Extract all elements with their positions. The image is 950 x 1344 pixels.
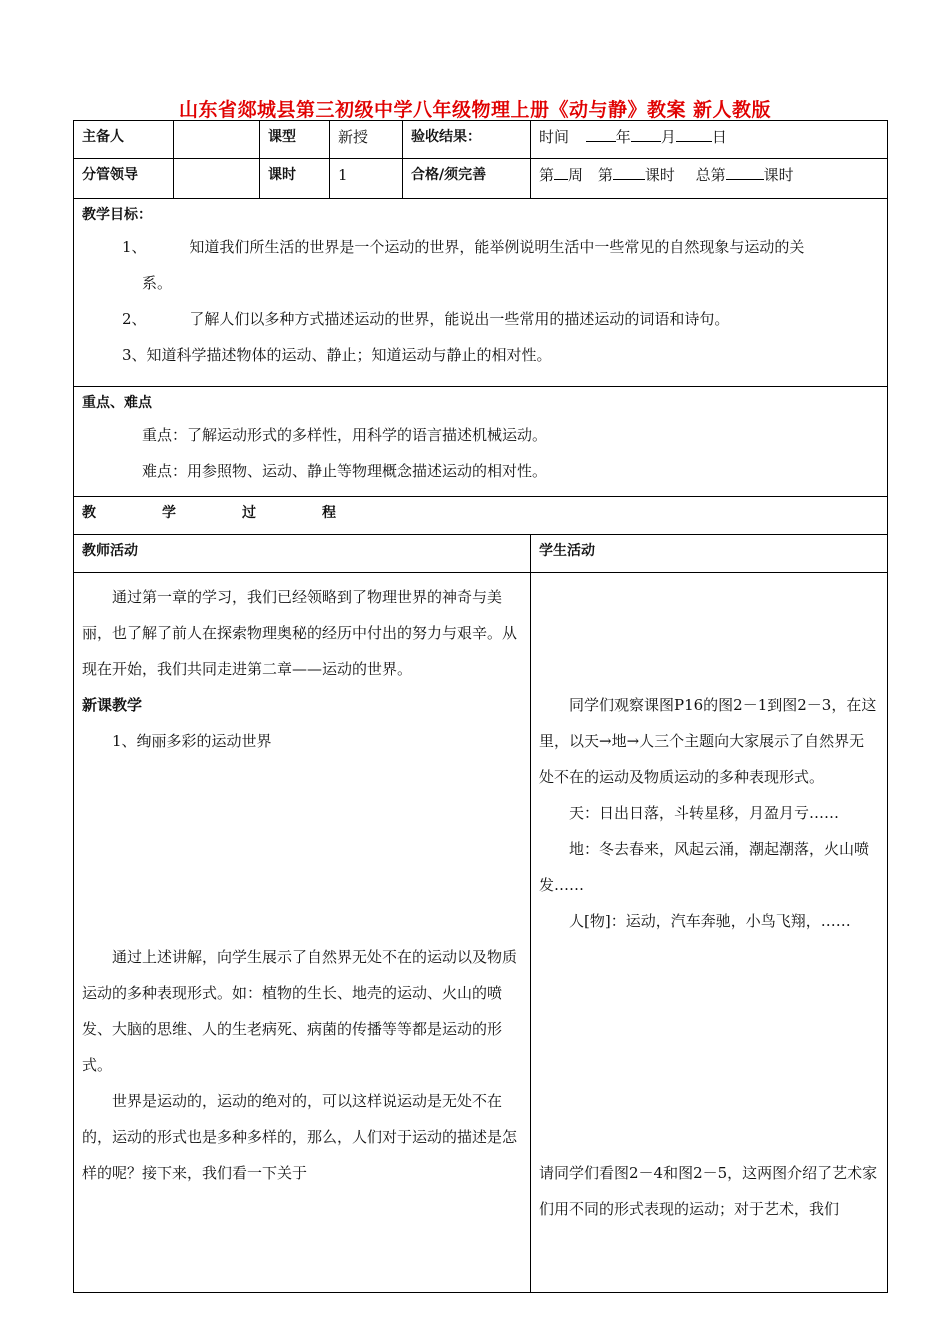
teacher-paragraph-3: 世界是运动的，运动的绝对的，可以这样说运动是无处不在的，运动的形式也是多种多样的，那么，人们对于运动的描述是怎样的呢？接下来，我们看一下关于 [82, 1092, 518, 1182]
objective-1-text: 知道我们所生活的世界是一个运动的世界，能举例说明生活中一些常见的自然现象与运动的关 [189, 238, 805, 256]
leader-label: 分管领导 [74, 159, 174, 199]
student-art: 请同学们看图2－4和图2－5，这两图介绍了艺术家们用不同的形式表现的运动；对于艺术，我们 [539, 1164, 878, 1218]
total-suffix: 课时 [763, 166, 794, 184]
schedule-cell [531, 159, 888, 199]
acceptance-label: 验收结果： [403, 121, 531, 159]
process-char-4: 程 [322, 505, 336, 521]
qualified-label: 合格/须完善 [403, 159, 531, 199]
week-prefix: 第 [539, 166, 555, 184]
difficult-point: 难点：用参照物、运动、静止等物理概念描述运动的相对性。 [142, 462, 548, 480]
teacher-paragraph-2: 通过上述讲解，向学生展示了自然界无处不在的运动以及物质运动的多种表现形式。如：植物的生长、地壳的运动、火山的喷发、大脑的思维、人的生老病死、病菌的传播等等都是运动的形式。 [82, 948, 518, 1074]
objectives-section [74, 199, 888, 387]
student-activity-content [531, 573, 888, 1293]
student-sky: 天：日出日落，斗转星移，月盈月亏…… [569, 804, 840, 822]
lesson-type-label: 课型 [260, 121, 330, 159]
total-prefix: 总第 [695, 166, 726, 184]
objective-1-number: 1、 [122, 238, 147, 256]
process-char-3: 过 [242, 505, 256, 521]
lesson-prefix: 第 [597, 166, 613, 184]
preparer-label: 主备人 [74, 121, 174, 159]
lesson-suffix: 课时 [644, 166, 675, 184]
process-char-1: 教 [82, 505, 96, 521]
teaching-process-heading [74, 497, 888, 535]
week-suffix: 周 [568, 166, 584, 184]
student-people: 人[物]：运动，汽车奔驰，小鸟飞翔，…… [569, 912, 851, 930]
process-char-2: 学 [162, 505, 176, 521]
objective-1-continuation: 系。 [142, 274, 173, 292]
section-1-heading: 1、绚丽多彩的运动世界 [112, 732, 272, 750]
objective-2-text: 了解人们以多种方式描述运动的世界，能说出一些常用的描述运动的词语和诗句。 [189, 310, 730, 328]
student-earth: 地：冬去春来，风起云涌，潮起潮落，火山喷发…… [539, 840, 870, 894]
teacher-activity-header: 教师活动 [74, 535, 531, 573]
keypoints-section [74, 387, 888, 497]
time-label: 时间 [539, 128, 570, 146]
new-lesson-heading: 新课教学 [82, 696, 143, 714]
objective-3: 3、知道科学描述物体的运动、静止；知道运动与静止的相对性。 [122, 346, 552, 364]
document-title: 山东省郯城县第三初级中学八年级物理上册《动与静》教案 新人教版 [178, 99, 772, 121]
class-hours-value: 1 [330, 159, 403, 199]
time-day: 日 [711, 128, 727, 146]
teacher-intro: 通过第一章的学习，我们已经领略到了物理世界的神奇与美丽，也了解了前人在探索物理奥秘的经历中付出的努力与艰辛。从现在开始，我们共同走进第二章——运动的世界。 [82, 588, 518, 678]
student-activity-header: 学生活动 [531, 535, 888, 573]
objective-2-number: 2、 [122, 310, 147, 328]
time-year: 年 [615, 128, 631, 146]
teacher-activity-content [74, 573, 531, 1293]
key-point: 重点：了解运动形式的多样性，用科学的语言描述机械运动。 [142, 426, 548, 444]
time-cell [531, 121, 888, 159]
lesson-type-value: 新授 [330, 121, 403, 159]
preparer-value [174, 121, 260, 159]
keypoints-heading: 重点、难点 [82, 395, 152, 411]
time-month: 月 [660, 128, 676, 146]
class-hours-label: 课时 [260, 159, 330, 199]
leader-value [174, 159, 260, 199]
lesson-plan-table [73, 120, 888, 1293]
student-observe: 同学们观察课图P16的图2－1到图2－3，在这里，以天→地→人三个主题向大家展示了自然界无处不在的运动及物质运动的多种表现形式。 [539, 696, 877, 786]
objectives-heading: 教学目标： [82, 207, 152, 223]
